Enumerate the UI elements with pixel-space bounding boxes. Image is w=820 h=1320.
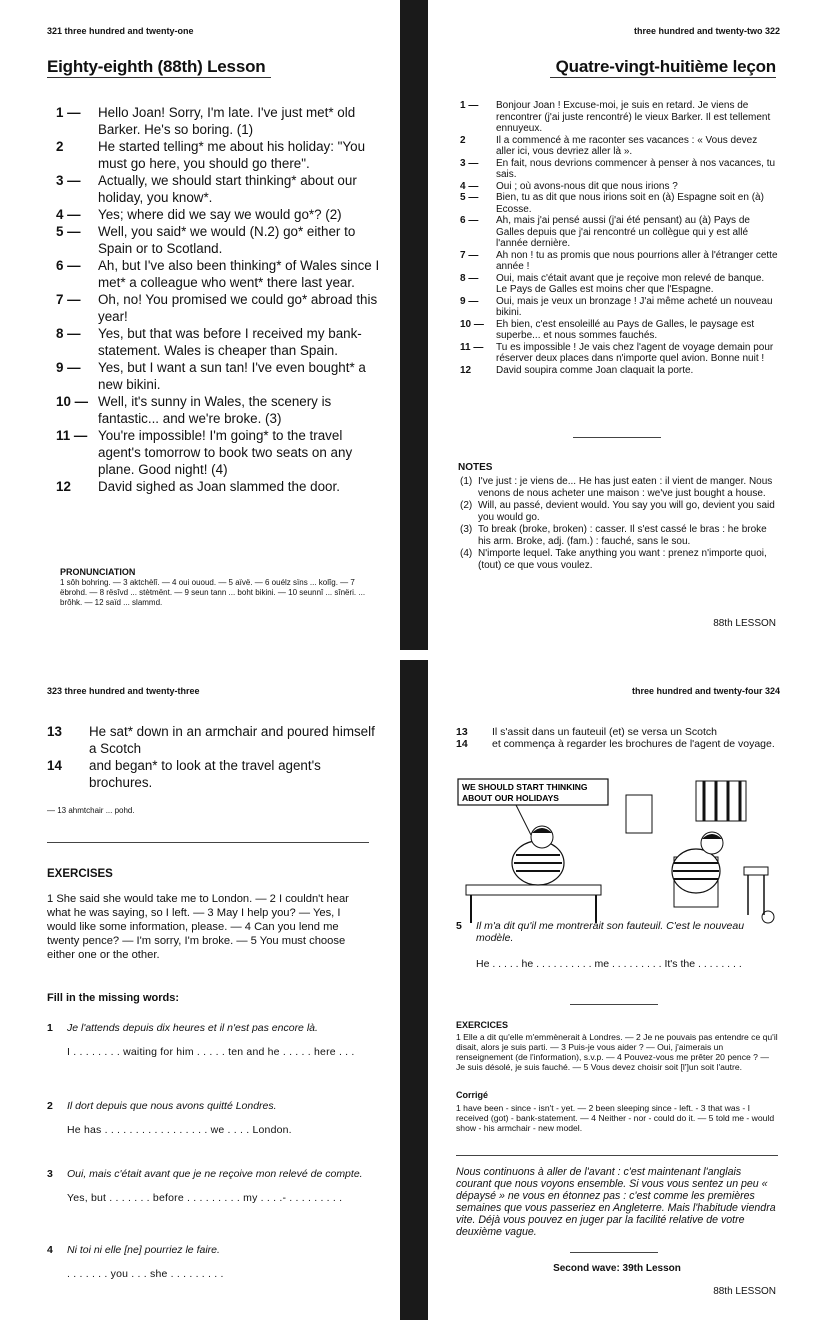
- fill-number: 1: [47, 1022, 53, 1034]
- line-text: David soupira comme Joan claquait la porte.: [496, 364, 694, 376]
- note-item: [460, 476, 778, 499]
- line-text: Ah non ! tu as promis que nous pourrions aller à l'étranger cette année !: [496, 249, 778, 272]
- line-text: Oui, mais je veux un bronzage ! J'ai même acheté un nouveau bikini.: [496, 295, 773, 318]
- page-321: [0, 0, 400, 650]
- page-footer: 88th LESSON: [713, 618, 776, 629]
- corrige-text: 1 have been - since - isn't - yet. — 2 been sleeping since - left. - 3 that was - I received (got) - bank-statement. — 4 Neither - nor - could do it. — 5 told me - would show - his armchair - new model.: [456, 1103, 775, 1133]
- note-item: [460, 500, 778, 523]
- line-text: En fait, nous devrions commencer à penser à nos vacances, tu sais.: [496, 157, 776, 180]
- corrige-heading: Corrigé: [456, 1090, 489, 1100]
- pronunciation-text: — 13 ahmtchair ... pohd.: [47, 806, 135, 815]
- note-number: (4): [460, 548, 473, 559]
- fill-blank: I . . . . . . . . waiting for him . . . . . ten and he . . . . . here . . .: [67, 1046, 355, 1058]
- note-text: Will, au passé, devient would. You say you will go, devient you said you would go.: [478, 500, 775, 523]
- line-number: 2: [56, 139, 64, 154]
- line-text: You're impossible! I'm going* to the travel agent's tomorrow to book two seats on any plane. Good night! (4): [98, 428, 353, 477]
- line-text: Oui, mais c'était avant que je reçoive mon relevé de banque. Le Pays de Galles est moins cher que l'Espagne.: [496, 272, 765, 295]
- note-text: N'importe lequel. Take anything you want : prenez n'importe quoi, (tout) ce que vous voulez.: [478, 548, 767, 571]
- dialogue-line: [56, 325, 381, 359]
- second-wave: Second wave: 39th Lesson: [553, 1263, 681, 1274]
- question-blank: He . . . . . he . . . . . . . . . . me . . . . . . . . . It's the . . . . . . . .: [476, 958, 742, 970]
- dialogue-lines: [47, 723, 377, 791]
- page-324: [428, 660, 820, 1320]
- translation-line: [460, 135, 778, 158]
- divider: [570, 1004, 658, 1005]
- line-text: Ah, but I've also been thinking* of Wales since I met* a colleague who went* there last year.: [98, 258, 380, 290]
- translation-line: [456, 726, 776, 738]
- note-item: [460, 548, 778, 571]
- line-number: 9 —: [460, 295, 479, 307]
- line-number: 14: [47, 758, 62, 773]
- note-text: I've just : je viens de... He has just eaten : il vient de manger. Nous venons de nous acheter une maison : we've just bought a house.: [478, 476, 773, 499]
- line-text: Eh bien, c'est ensoleillé au Pays de Galles, le paysage est superbe... et nous sommes fauchés.: [496, 318, 755, 341]
- line-number: 6 —: [56, 258, 81, 273]
- line-text: et commença à regarder les brochures de l'agent de voyage.: [492, 738, 775, 750]
- translation-line: [460, 181, 778, 193]
- translation-line: [460, 192, 778, 215]
- translation-lines: [456, 726, 776, 750]
- line-number: 5 —: [56, 224, 81, 239]
- fill-number: 4: [47, 1244, 53, 1256]
- running-head: 323 three hundred and twenty-three: [47, 686, 200, 696]
- divider: [573, 437, 661, 438]
- line-number: 7 —: [56, 292, 81, 307]
- italic-note: Nous continuons à aller de l'avant : c'est maintenant l'anglais courant que nous voyons ensemble. Si vous vous sentez un peu « dépaysé » ne vous en étonnez pas : c'est comme les premières semaines que vous passeriez en Angleterre. Mais l'habitude viendra vite. Déjà vous pouvez en juger par la facilité relative de votre deuxième vague.: [456, 1166, 776, 1238]
- translation-line: [460, 319, 778, 342]
- divider: [570, 1252, 658, 1253]
- running-head: three hundred and twenty-four 324: [631, 686, 780, 696]
- line-text: Hello Joan! Sorry, I'm late. I've just met* old Barker. He's so boring. (1): [98, 105, 356, 137]
- line-text: He started telling* me about his holiday: "You must go here, you should go there".: [98, 139, 366, 171]
- line-text: Yes, but I want a sun tan! I've even bought* a new bikini.: [98, 360, 366, 392]
- line-text: Ah, mais j'ai pensé aussi (j'ai été pensant) au (à) Pays de Galles depuis que j'ai rencontré un collègue qui y est allé l'année dernière.: [496, 215, 750, 249]
- page-footer: 88th LESSON: [713, 1286, 776, 1297]
- exercises-text: 1 She said she would take me to London. — 2 I couldn't hear what he was saying, so I left. — 3 May I help you? — Yes, I would like some information, please. — 4 Can you lend me twenty pence? — I'm sorry, I'm broke. — 5 You must choose either one or the other.: [47, 893, 349, 961]
- line-number: 9 —: [56, 360, 81, 375]
- dialogue-line: [56, 427, 381, 478]
- fill-number: 3: [47, 1168, 53, 1180]
- translation-line: [460, 250, 778, 273]
- fill-item: [47, 1100, 377, 1139]
- line-text: and began* to look at the travel agent's brochures.: [89, 758, 321, 790]
- dialogue-line: [56, 104, 381, 138]
- divider: [456, 1155, 778, 1156]
- page-323: [0, 660, 400, 1320]
- book-spine: [400, 0, 428, 650]
- fill-prompt: Oui, mais c'était avant que je ne reçoive mon relevé de compte.: [67, 1168, 363, 1180]
- book-spine: [400, 660, 428, 1320]
- line-text: He sat* down in an armchair and poured himself a Scotch: [89, 724, 375, 756]
- line-number: 8 —: [460, 272, 479, 284]
- exercices-text: 1 Elle a dit qu'elle m'emmènerait à Londres. — 2 Je ne pouvais pas entendre ce qu'il disait, alors je suis parti. — 3 Puis-je vous aider ? — Oui, j'aimerais un renseignement (de l'information), s.v.p. — 4 Pouvez-vous me prêter 20 pence ? — Je suis désolé, je suis fauché. — 5 Vous devez choisir soit [l']un soit l'autre.: [456, 1032, 778, 1072]
- note-number: (1): [460, 476, 473, 487]
- line-text: Oui ; où avons-nous dit que nous irions ?: [496, 180, 678, 192]
- line-number: 14: [456, 738, 468, 750]
- line-number: 4 —: [460, 180, 479, 192]
- translation-line: [460, 273, 778, 296]
- page-322: [428, 0, 820, 650]
- line-text: Actually, we should start thinking* about our holiday, you know*.: [98, 173, 357, 205]
- cartoon-caption-line2: ABOUT OUR HOLIDAYS: [462, 793, 559, 803]
- notes-list: [460, 476, 778, 572]
- line-number: 13: [47, 724, 62, 739]
- dialogue-line: [56, 172, 381, 206]
- dialogue-lines: [56, 104, 381, 495]
- line-number: 1 —: [56, 105, 81, 120]
- cartoon-caption: WE SHOULD START THINKING: [462, 782, 588, 792]
- translation-lines: [460, 100, 778, 376]
- line-text: David sighed as Joan slammed the door.: [98, 479, 340, 494]
- fill-number: 2: [47, 1100, 53, 1112]
- line-number: 11 —: [56, 428, 88, 443]
- note-item: [460, 524, 778, 547]
- pronunciation-heading: PRONUNCIATION: [60, 567, 136, 577]
- fill-blank: . . . . . . . you . . . she . . . . . . . . .: [67, 1268, 224, 1280]
- dialogue-line: [47, 723, 377, 757]
- translation-line: [460, 342, 778, 365]
- line-number: 3 —: [460, 157, 479, 169]
- line-text: Tu es impossible ! Je vais chez l'agent de voyage demain pour réserver deux places dans n'importe quel avion. Bonne nuit !: [496, 341, 774, 364]
- line-number: 5 —: [460, 192, 479, 203]
- notes-heading: NOTES: [458, 462, 493, 473]
- lesson-title: Quatre-vingt-huitième leçon: [550, 57, 776, 78]
- line-number: 6 —: [460, 215, 479, 226]
- fill-question: [47, 1244, 377, 1257]
- fill-prompt: Ni toi ni elle [ne] pourriez le faire.: [67, 1244, 220, 1256]
- dialogue-line: [56, 206, 381, 223]
- line-number: 10 —: [56, 394, 89, 409]
- line-number: 1 —: [460, 100, 479, 111]
- note-text: To break (broke, broken) : casser. Il s'est cassé le bras : he broke his arm. Broke, adj. (fam.) : fauché, sans le sou.: [478, 524, 767, 547]
- line-text: Bonjour Joan ! Excuse-moi, je suis en retard. Je viens de rencontrer (j'ai juste rencontré) le vieux Barker. Il est tellement ennuyeux.: [496, 100, 771, 134]
- dialogue-line: [56, 257, 381, 291]
- fill-blank: Yes, but . . . . . . . before . . . . . . . . . my . . . .- . . . . . . . . .: [67, 1192, 343, 1204]
- line-number: 8 —: [56, 326, 81, 341]
- exercices-heading: EXERCICES: [456, 1020, 509, 1030]
- fill-item: [47, 1168, 377, 1207]
- translation-line: [460, 215, 778, 250]
- line-text: Oh, no! You promised we could go* abroad this year!: [98, 292, 378, 324]
- dialogue-line: [56, 478, 381, 495]
- line-text: Yes; where did we say we would go*? (2): [98, 207, 342, 222]
- line-number: 2: [460, 134, 466, 146]
- note-number: (2): [460, 500, 473, 511]
- question-text: Il m'a dit qu'il me montrerait son fauteuil. C'est le nouveau modèle.: [476, 920, 745, 944]
- translation-line: [460, 296, 778, 319]
- line-number: 11 —: [460, 341, 484, 353]
- lesson-title: Eighty-eighth (88th) Lesson: [47, 57, 271, 78]
- fill-item: [47, 1244, 377, 1283]
- line-text: Well, you said* we would (N.2) go* either to Spain or to Scotland.: [98, 224, 356, 256]
- dialogue-line: [56, 359, 381, 393]
- divider: [47, 842, 369, 843]
- line-text: Well, it's sunny in Wales, the scenery is fantastic... and we're broke. (3): [98, 394, 332, 426]
- running-head: 321 three hundred and twenty-one: [47, 26, 194, 36]
- question-number: 5: [456, 920, 462, 932]
- line-number: 7 —: [460, 249, 479, 261]
- line-text: Bien, tu as dit que nous irions soit en (à) Espagne soit en (à) Ecosse.: [496, 192, 764, 215]
- dialogue-line: [56, 291, 381, 325]
- line-number: 4 —: [56, 207, 81, 222]
- translation-line: [460, 365, 778, 377]
- exercises-heading: EXERCISES: [47, 868, 113, 880]
- fill-prompt: Il dort depuis que nous avons quitté Londres.: [67, 1100, 277, 1112]
- dialogue-line: [56, 393, 381, 427]
- line-text: Yes, but that was before I received my bank-statement. Wales is cheaper than Spain.: [98, 326, 362, 358]
- cartoon-illustration: [456, 770, 786, 930]
- line-text: Il a commencé à me raconter ses vacances : « Vous devez aller ici, vous devriez aller là ».: [496, 134, 758, 157]
- translation-line: [460, 100, 778, 135]
- dialogue-line: [56, 138, 381, 172]
- fill-question: [47, 1168, 377, 1181]
- note-number: (3): [460, 524, 473, 535]
- fill-blank: He has . . . . . . . . . . . . . . . . . we . . . . London.: [67, 1124, 292, 1136]
- line-number: 12: [460, 364, 472, 376]
- line-number: 12: [56, 479, 71, 494]
- translation-line: [460, 158, 778, 181]
- line-number: 10 —: [460, 318, 484, 330]
- line-number: 3 —: [56, 173, 81, 188]
- translation-line: [456, 738, 776, 750]
- pronunciation-text: 1 sôh bohring. — 3 aktchèlî. — 4 oui ououd. — 5 aïvë. — 6 ouélz sïns ... kolîg. — 7 ëbrohd. — 8 rësîvd ... stètmënt. — 9 seun tann ... boht bikini. — 10 seunnî ... sînëri. ... brôhk. — 12 saïd ... slammd.: [60, 578, 366, 607]
- question-5: [456, 920, 778, 944]
- line-number: 13: [456, 726, 468, 738]
- dialogue-line: [56, 223, 381, 257]
- fill-question: [47, 1022, 377, 1035]
- fill-question: [47, 1100, 377, 1113]
- fill-item: [47, 1022, 377, 1061]
- fill-prompt: Je l'attends depuis dix heures et il n'est pas encore là.: [67, 1022, 318, 1034]
- fill-heading: Fill in the missing words:: [47, 992, 180, 1004]
- dialogue-line: [47, 757, 377, 791]
- running-head: three hundred and twenty-two 322: [633, 26, 780, 36]
- line-text: Il s'assit dans un fauteuil (et) se versa un Scotch: [492, 726, 717, 738]
